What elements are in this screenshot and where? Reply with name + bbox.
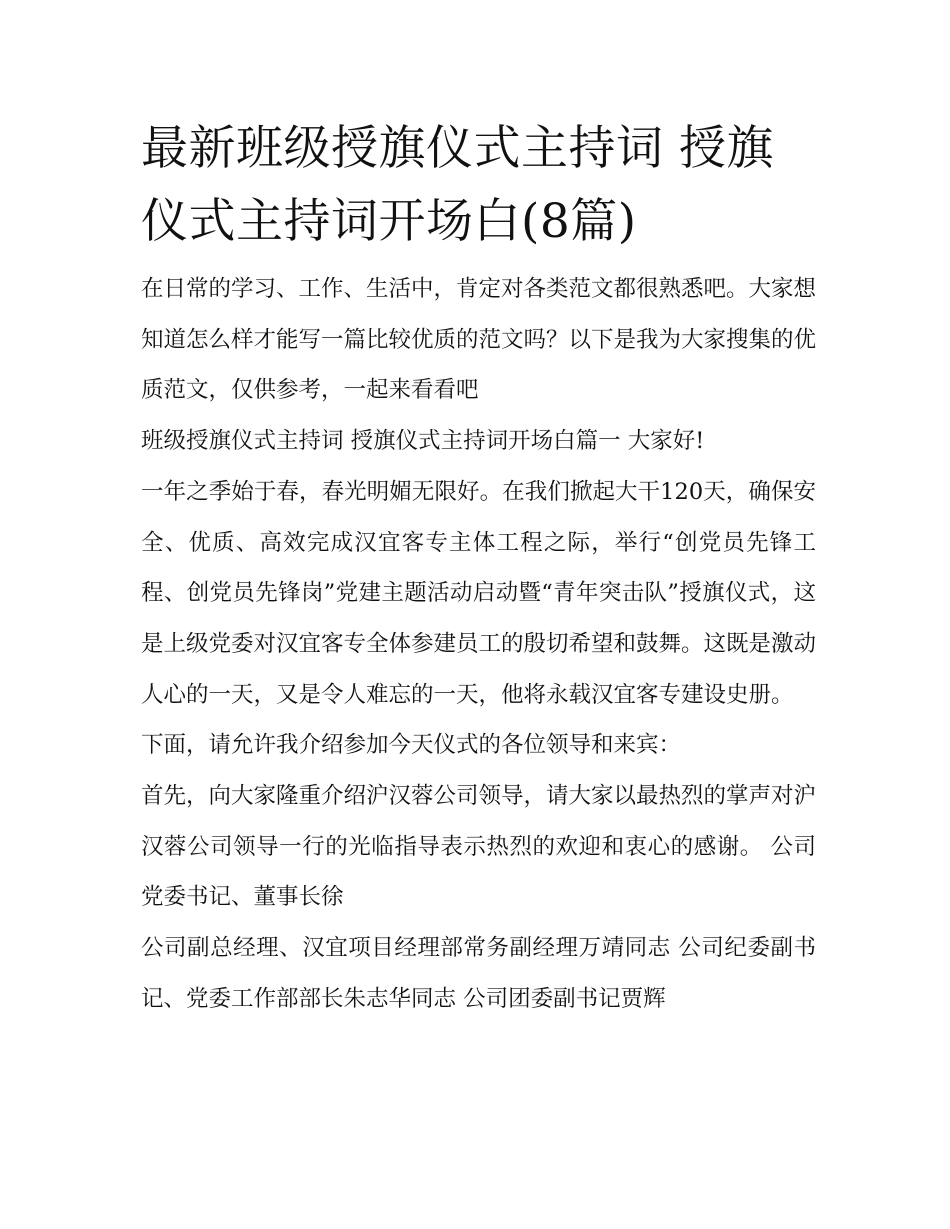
- document-body: [141, 112, 816, 1025]
- leaders-paragraph: 首先，向大家隆重介绍沪汉蓉公司领导，请大家以最热烈的掌声对沪汉蓉公司领导一行的光临指导表示热烈的欢迎和衷心的感谢。 公司党委书记、董事长徐: [141, 783, 817, 911]
- introduction-line: 下面，请允许我介绍参加今天仪式的各位领导和来宾：: [141, 732, 682, 759]
- opening-paragraph: 一年之季始于春，春光明媚无限好。在我们掀起大干120天，确保安全、优质、高效完成汉宜客专主体工程之际，举行“创党员先锋工程、创党员先锋岗”党建主题活动启动暨“青年突击队”授旗仪式，这是上级党委对汉宜客专全体参建员工的殷切希望和鼓舞。这既是激动人心的一天，又是令人难忘的一天，他将永载汉宜客专建设史册。: [141, 478, 817, 708]
- intro-paragraph: 在日常的学习、工作、生活中，肯定对各类范文都很熟悉吧。大家想知道怎么样才能写一篇比较优质的范文吗？以下是我为大家搜集的优质范文，仅供参考，一起来看看吧: [141, 276, 817, 404]
- document-title: 最新班级授旗仪式主持词 授旗仪式主持词开场白(8篇): [141, 121, 774, 249]
- guests-paragraph: 公司副总经理、汉宜项目经理部常务副经理万靖同志 公司纪委副书记、党委工作部部长朱志华同志 公司团委副书记贾辉: [141, 935, 816, 1012]
- section-heading-paragraph: 班级授旗仪式主持词 授旗仪式主持词开场白篇一 大家好!: [141, 428, 705, 455]
